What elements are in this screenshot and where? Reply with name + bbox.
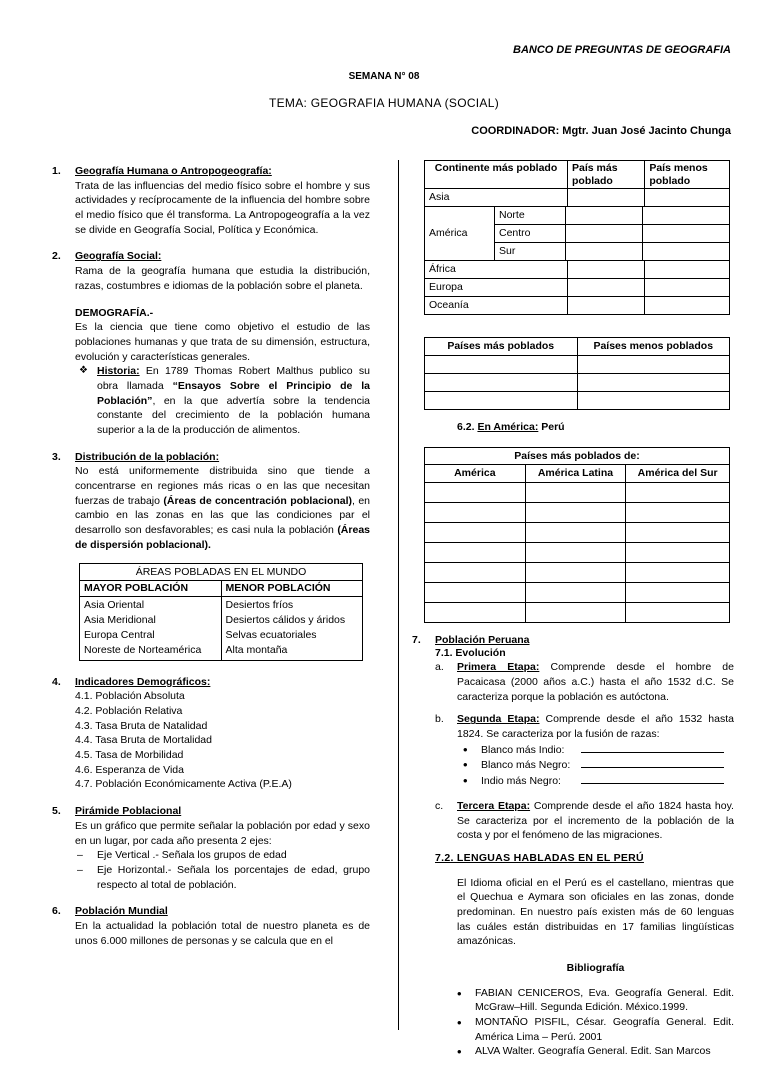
- peru-table: [424, 447, 730, 623]
- table-cell[interactable]: [568, 189, 645, 207]
- bullet-icon: •: [457, 1015, 462, 1031]
- indicator-item: 4.2. Población Relativa: [75, 705, 183, 718]
- bibliography-item: [435, 1015, 734, 1044]
- table-cell[interactable]: [566, 207, 643, 225]
- sub-label: [495, 225, 566, 243]
- stage-marker: c.: [435, 799, 444, 812]
- race-label: Indio más Negro:: [481, 775, 561, 788]
- section-number: 4.: [52, 675, 61, 688]
- col-header-latina: América Latina: [525, 465, 626, 483]
- section-text: Rama de la geografía humana que estudia la distribución, razas, costumbres e idiomas de la población sobre el planeta.: [75, 265, 370, 292]
- bibliography-text: ALVA Walter. Geografía General. Edit. San Marcos: [475, 1045, 711, 1058]
- subsection-7-1: 7.1. Evolución: [435, 646, 506, 659]
- section-text: En la actualidad la población total de nuestro planeta es de unos 6.000 millones de personas y se calcula que en el: [75, 919, 370, 947]
- table-cell[interactable]: [425, 502, 526, 522]
- table-cell[interactable]: [425, 391, 578, 409]
- sub-label: [495, 243, 566, 261]
- list-item: Desiertos fríos: [225, 598, 294, 611]
- row-label: [425, 207, 495, 261]
- week-label: SEMANA N° 08: [348, 71, 420, 82]
- table-cell[interactable]: [577, 373, 730, 391]
- table-cell[interactable]: [643, 207, 730, 225]
- table-cell[interactable]: [425, 355, 578, 373]
- concentration-term: (Áreas de concentración poblacional): [163, 494, 353, 507]
- table-cell[interactable]: [568, 297, 645, 315]
- section-title: Distribución de la población:: [75, 450, 220, 463]
- section-number: 6.: [52, 905, 61, 918]
- table-cell[interactable]: [425, 582, 526, 602]
- table-cell[interactable]: [645, 279, 730, 297]
- languages-text: El Idioma oficial en el Perú es el castellano, mientras que el Quechua e Aymara son oficiales en las zonas, donde predominan. En nuestro país existen más de 60 lenguas las cuáles están distribuidas en 17 familias lingüísticas amazónicas.: [457, 876, 734, 948]
- bullet-icon: •: [463, 757, 468, 773]
- coordinator: COORDINADOR: Mgtr. Juan José Jacinto Chunga: [471, 125, 731, 137]
- col-header-least: País menos poblado: [645, 161, 730, 189]
- answer-blank[interactable]: [581, 742, 724, 753]
- row-label: [425, 189, 568, 207]
- answer-blank[interactable]: [581, 757, 724, 768]
- axis-horizontal: [75, 863, 370, 892]
- right-column: [412, 160, 734, 1071]
- indicator-item: 4.3. Tasa Bruta de Natalidad: [75, 719, 208, 732]
- section-title: Geografía Social:: [75, 250, 162, 263]
- section-number: 1.: [52, 165, 61, 177]
- section-number: 6.2.: [457, 420, 475, 433]
- section-text: Trata de las influencias del medio físico sobre el hombre y sus actividades y recíprocamente de la influencia del hombre sobre el medio físico que él transforma. La Antropogeografía a la vez se divide en Geografía Social, Política y Económica.: [75, 179, 370, 236]
- row-label-text: Europa: [429, 281, 463, 294]
- section-7: [412, 633, 734, 1059]
- bibliography-item: [435, 986, 734, 1015]
- table-cell[interactable]: [626, 602, 730, 622]
- table-cell[interactable]: [626, 582, 730, 602]
- table-cell[interactable]: [525, 582, 626, 602]
- dash-marker: –: [77, 849, 83, 862]
- stage-c: [435, 799, 734, 843]
- section-rest: Perú: [538, 420, 565, 433]
- table-cell[interactable]: [643, 225, 730, 243]
- list-item: Noreste de Norteamérica: [84, 644, 202, 657]
- continent-table-rest: [424, 260, 730, 315]
- table-cell[interactable]: [626, 502, 730, 522]
- stage-text: Comprende desde el año 1532 hasta 1824. Se caracteriza por la fusión de razas:: [457, 713, 734, 741]
- table-cell[interactable]: [425, 602, 526, 622]
- section-2: [52, 249, 370, 437]
- stage-marker: b.: [435, 713, 444, 726]
- race-label: Blanco más Negro:: [481, 759, 571, 772]
- table-cell[interactable]: [577, 391, 730, 409]
- table-cell[interactable]: [626, 482, 730, 502]
- dispersion-term: (Áreas de dispersión poblacional).: [75, 524, 370, 551]
- bullet-icon: •: [457, 985, 462, 1001]
- indicator-item: 4.4. Tasa Bruta de Mortalidad: [75, 734, 212, 747]
- bibliography-item: [435, 1044, 734, 1059]
- col-header-sur: América del Sur: [626, 465, 730, 483]
- table-cell[interactable]: [645, 297, 730, 315]
- section-number: 3.: [52, 450, 61, 463]
- row-label: [425, 279, 568, 297]
- list-item: Asia Oriental: [84, 598, 145, 611]
- historia-text-b: , en la que advertía sobre la tendencia constante del crecimiento de la población humana superior a la de la producción de alimentos.: [97, 394, 370, 436]
- axis-vertical: [75, 848, 370, 863]
- table-cell[interactable]: [525, 562, 626, 582]
- table-cell[interactable]: [626, 542, 730, 562]
- table-cell[interactable]: [645, 261, 730, 279]
- section-text: [75, 464, 370, 552]
- section-title: Pirámide Poblacional: [75, 805, 182, 818]
- sub-label-text: Sur: [499, 245, 516, 258]
- section-6-2: [457, 420, 734, 435]
- indicator-item: 4.1. Población Absoluta: [75, 690, 185, 703]
- bullet-icon: •: [463, 773, 468, 789]
- col-header-menor: MENOR POBLACIÓN: [221, 581, 363, 597]
- stage-b: [435, 712, 734, 788]
- indicator-item: 4.7. Población Económicamente Activa (P.E.A): [75, 778, 292, 791]
- sub-label-text: Norte: [499, 209, 525, 222]
- table-cell[interactable]: [425, 542, 526, 562]
- continent-table-america: [424, 206, 730, 261]
- historia-bullet: [75, 364, 370, 437]
- section-title: Indicadores Demográficos:: [75, 675, 211, 688]
- peru-table-title: Países más poblados de:: [425, 447, 730, 465]
- answer-blank[interactable]: [581, 773, 724, 784]
- section-text: Es un gráfico que permite señalar la población por edad y sexo en un lugar, por cada año presenta 2 ejes:: [75, 819, 370, 847]
- historia-book: “Ensayos Sobre el Principio de la Población”: [97, 379, 370, 407]
- section-label: En América:: [477, 420, 539, 433]
- race-label: Blanco más Indio:: [481, 743, 565, 756]
- table-cell[interactable]: [425, 482, 526, 502]
- subsection-7-2-title: 7.2. LENGUAS HABLADAS EN EL PERÚ: [435, 851, 644, 864]
- table-cell[interactable]: [425, 373, 578, 391]
- areas-table-title: ÁREAS POBLADAS EN EL MUNDO: [80, 563, 363, 581]
- table-cell[interactable]: [525, 542, 626, 562]
- col-header-most: País más poblado: [568, 161, 645, 189]
- section-number: 7.: [412, 633, 421, 646]
- list-item: Europa Central: [84, 629, 155, 642]
- demografia-title: DEMOGRAFÍA.-: [75, 306, 154, 319]
- row-label-text: Oceanía: [429, 299, 469, 312]
- table-cell[interactable]: [568, 261, 645, 279]
- bank-title: BANCO DE PREGUNTAS DE GEOGRAFIA: [513, 44, 731, 56]
- section-title: Población Peruana: [435, 633, 530, 646]
- stage-marker: a.: [435, 661, 444, 674]
- col-header-least: Países menos poblados: [577, 338, 730, 356]
- section-title: Población Mundial: [75, 905, 168, 918]
- row-label-text: América: [429, 227, 468, 240]
- table-cell[interactable]: [577, 355, 730, 373]
- table-cell[interactable]: [566, 243, 643, 261]
- table-cell[interactable]: [626, 562, 730, 582]
- table-cell[interactable]: [425, 562, 526, 582]
- section-title: Geografía Humana o Antropogeografía:: [75, 165, 272, 177]
- col-header-continent: Continente más poblado: [425, 161, 568, 189]
- table-cell[interactable]: [568, 279, 645, 297]
- race-item: [457, 757, 734, 773]
- row-label: [425, 297, 568, 315]
- table-cell[interactable]: [645, 189, 730, 207]
- topic-title: TEMA: GEOGRAFIA HUMANA (SOCIAL): [269, 96, 499, 110]
- row-label-text: África: [429, 263, 456, 276]
- section-3: [52, 450, 370, 553]
- col-header-most: Países más poblados: [425, 338, 578, 356]
- bibliography-title: Bibliografía: [566, 962, 625, 974]
- stage-a: [435, 660, 734, 704]
- axis-text: Eje Vertical .- Señala los grupos de edad: [97, 849, 287, 862]
- mayor-list: [80, 596, 222, 660]
- table-cell[interactable]: [525, 602, 626, 622]
- table-cell[interactable]: [525, 522, 626, 542]
- bullet-icon: •: [463, 741, 468, 757]
- table-cell[interactable]: [566, 225, 643, 243]
- table-cell[interactable]: [525, 502, 626, 522]
- col-header-mayor: MAYOR POBLACIÓN: [80, 581, 222, 597]
- text-part: , en cambio en las zonas en las que las condiciones par el desarrollo son desfavorables; es casi nula la población: [75, 494, 371, 537]
- menor-list: [221, 596, 363, 660]
- stage-label: Segunda Etapa:: [457, 713, 540, 726]
- historia-text-a: En 1789 Thomas Robert Malthus publico su obra llamada: [97, 365, 370, 392]
- list-item: Desiertos cálidos y áridos: [225, 614, 346, 626]
- areas-table: [79, 563, 363, 661]
- section-1: [52, 164, 370, 237]
- section-4: [52, 675, 370, 793]
- table-cell[interactable]: [626, 522, 730, 542]
- stage-text: Comprende desde el hombre de Pacaicasa (2000 años a.C.) hasta el año 1532 d.C. Se caracteriza porque la población es autóctona.: [457, 661, 734, 703]
- historia-label: Historia:: [97, 365, 140, 378]
- table-cell[interactable]: [525, 482, 626, 502]
- list-item: Asia Meridional: [84, 614, 156, 626]
- list-item: Selvas ecuatoriales: [225, 629, 317, 642]
- diamond-bullet-icon: ❖: [79, 365, 88, 377]
- stage-label: Tercera Etapa:: [457, 799, 531, 812]
- dash-marker: –: [77, 863, 83, 876]
- section-number: 2.: [52, 250, 61, 263]
- indicator-item: 4.6. Esperanza de Vida: [75, 763, 184, 776]
- section-5: [52, 804, 370, 892]
- left-column: [52, 164, 370, 960]
- sub-label: [495, 207, 566, 225]
- stage-label: Primera Etapa:: [457, 661, 540, 674]
- col-header-america: América: [425, 465, 526, 483]
- bullet-icon: •: [457, 1044, 462, 1060]
- section-number: 5.: [52, 805, 61, 818]
- countries-table: [424, 337, 730, 410]
- continent-table: [424, 160, 730, 207]
- axis-text: Eje Horizontal.- Señala los porcentajes de edad, grupo respecto al total de población.: [97, 863, 370, 891]
- list-item: Alta montaña: [225, 644, 288, 657]
- section-6: [52, 904, 370, 948]
- bibliography-text: MONTAÑO PISFIL, César. Geografía General. Edit. América Lima – Perú. 2001: [475, 1016, 734, 1043]
- stage-text: Comprende desde el año 1824 hasta hoy. Se caracteriza por el incremento de la población de la costa y por el fenómeno de las migraciones.: [457, 799, 734, 842]
- race-item: [457, 742, 734, 758]
- sub-label-text: Centro: [499, 227, 531, 240]
- demografia-text: Es la ciencia que tiene como objetivo el estudio de las poblaciones humanas y que trata de su dimensión, estructura, evolución y características generales.: [75, 321, 370, 363]
- race-item: [457, 773, 734, 789]
- text-part: No está uniformemente distribuida sino que tiende a concentrarse en regiones más ricas o en las que necesitan fuerzas de trabajo: [75, 465, 370, 507]
- table-cell[interactable]: [425, 522, 526, 542]
- row-label-text: Asia: [429, 191, 450, 204]
- column-divider: [398, 160, 399, 1030]
- bibliography-text: FABIAN CENICEROS, Eva. Geografía General. Edit. McGraw–Hill. Segunda Edición. México.1999.: [475, 986, 734, 1014]
- row-label: [425, 261, 568, 279]
- indicator-item: 4.5. Tasa de Morbilidad: [75, 749, 184, 762]
- table-cell[interactable]: [643, 243, 730, 261]
